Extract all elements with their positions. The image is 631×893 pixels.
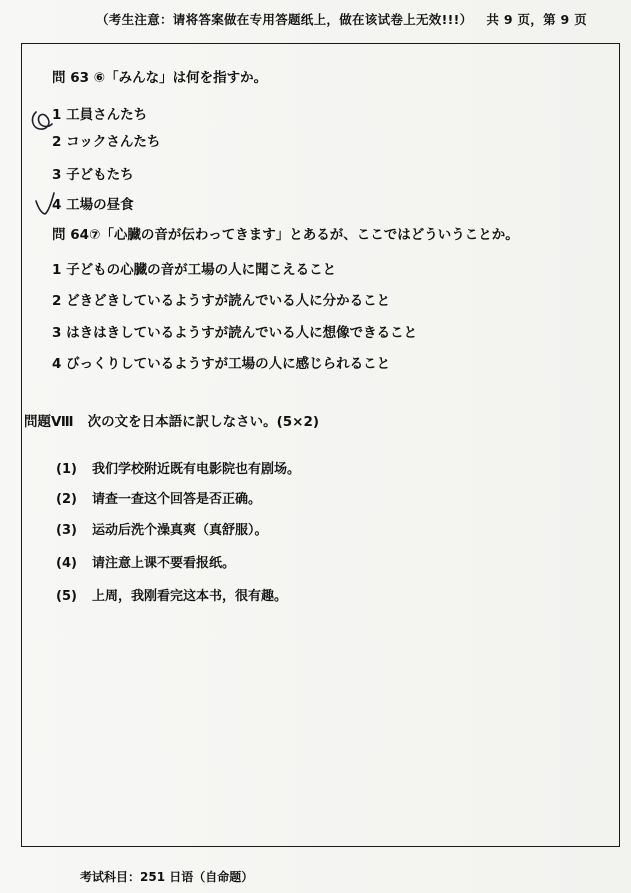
translation-item xyxy=(56,552,235,571)
question-64-option-4: 4 びっくりしているようすが工場の人に感じられること xyxy=(52,356,391,372)
exam-subject: 考试科目：251 日语（自命题） xyxy=(80,870,254,884)
translation-number: (3) xyxy=(56,523,77,538)
page-header xyxy=(96,10,587,28)
translation-text: 请查一查这个回答是否正确。 xyxy=(92,492,262,507)
translation-number: (4) xyxy=(56,556,77,571)
question-63-option-3: 3 子どもたち xyxy=(52,167,134,183)
exam-notice: （考生注意：请将答案做在专用答题纸上，做在该试卷上无效!!!） xyxy=(96,12,473,27)
translation-item xyxy=(56,458,300,477)
question-63-stem: 問 63 ⑥「みんな」は何を指すか。 xyxy=(52,70,268,86)
question-63-option-4: 4 工場の昼食 xyxy=(52,197,134,213)
question-64-stem: 問 64⑦「心臓の音が伝わってきます」とあるが、ここではどういうことか。 xyxy=(52,227,519,243)
section-instruction: 次の文を日本語に訳しなさい。(5×2) xyxy=(87,414,320,430)
translation-number: (1) xyxy=(56,462,77,477)
question-64-option-3: 3 はきはきしているようすが読んでいる人に想像できること xyxy=(52,325,418,341)
translation-text: 我们学校附近既有电影院也有剧场。 xyxy=(92,462,301,477)
translation-text: 请注意上课不要看报纸。 xyxy=(92,556,236,571)
section-title: 問題Ⅷ xyxy=(24,414,74,430)
translation-text: 上周，我刚看完这本书，很有趣。 xyxy=(92,589,288,604)
translation-item xyxy=(56,585,287,604)
translation-number: (2) xyxy=(56,492,77,507)
translation-number: (5) xyxy=(56,589,77,604)
question-63-option-2: 2 コックさんたち xyxy=(52,134,161,150)
question-64-option-2: 2 どきどきしているようすが読んでいる人に分かること xyxy=(52,293,391,309)
question-64-option-1: 1 子どもの心臓の音が工場の人に聞こえること xyxy=(52,262,337,278)
question-63-option-1: 1 工員さんたち xyxy=(52,107,148,123)
page-count: 共 9 页，第 9 页 xyxy=(486,12,588,27)
section-heading xyxy=(24,410,319,430)
translation-item xyxy=(56,488,261,507)
translation-item xyxy=(56,519,268,538)
translation-text: 运动后洗个澡真爽（真舒服）。 xyxy=(92,523,268,538)
